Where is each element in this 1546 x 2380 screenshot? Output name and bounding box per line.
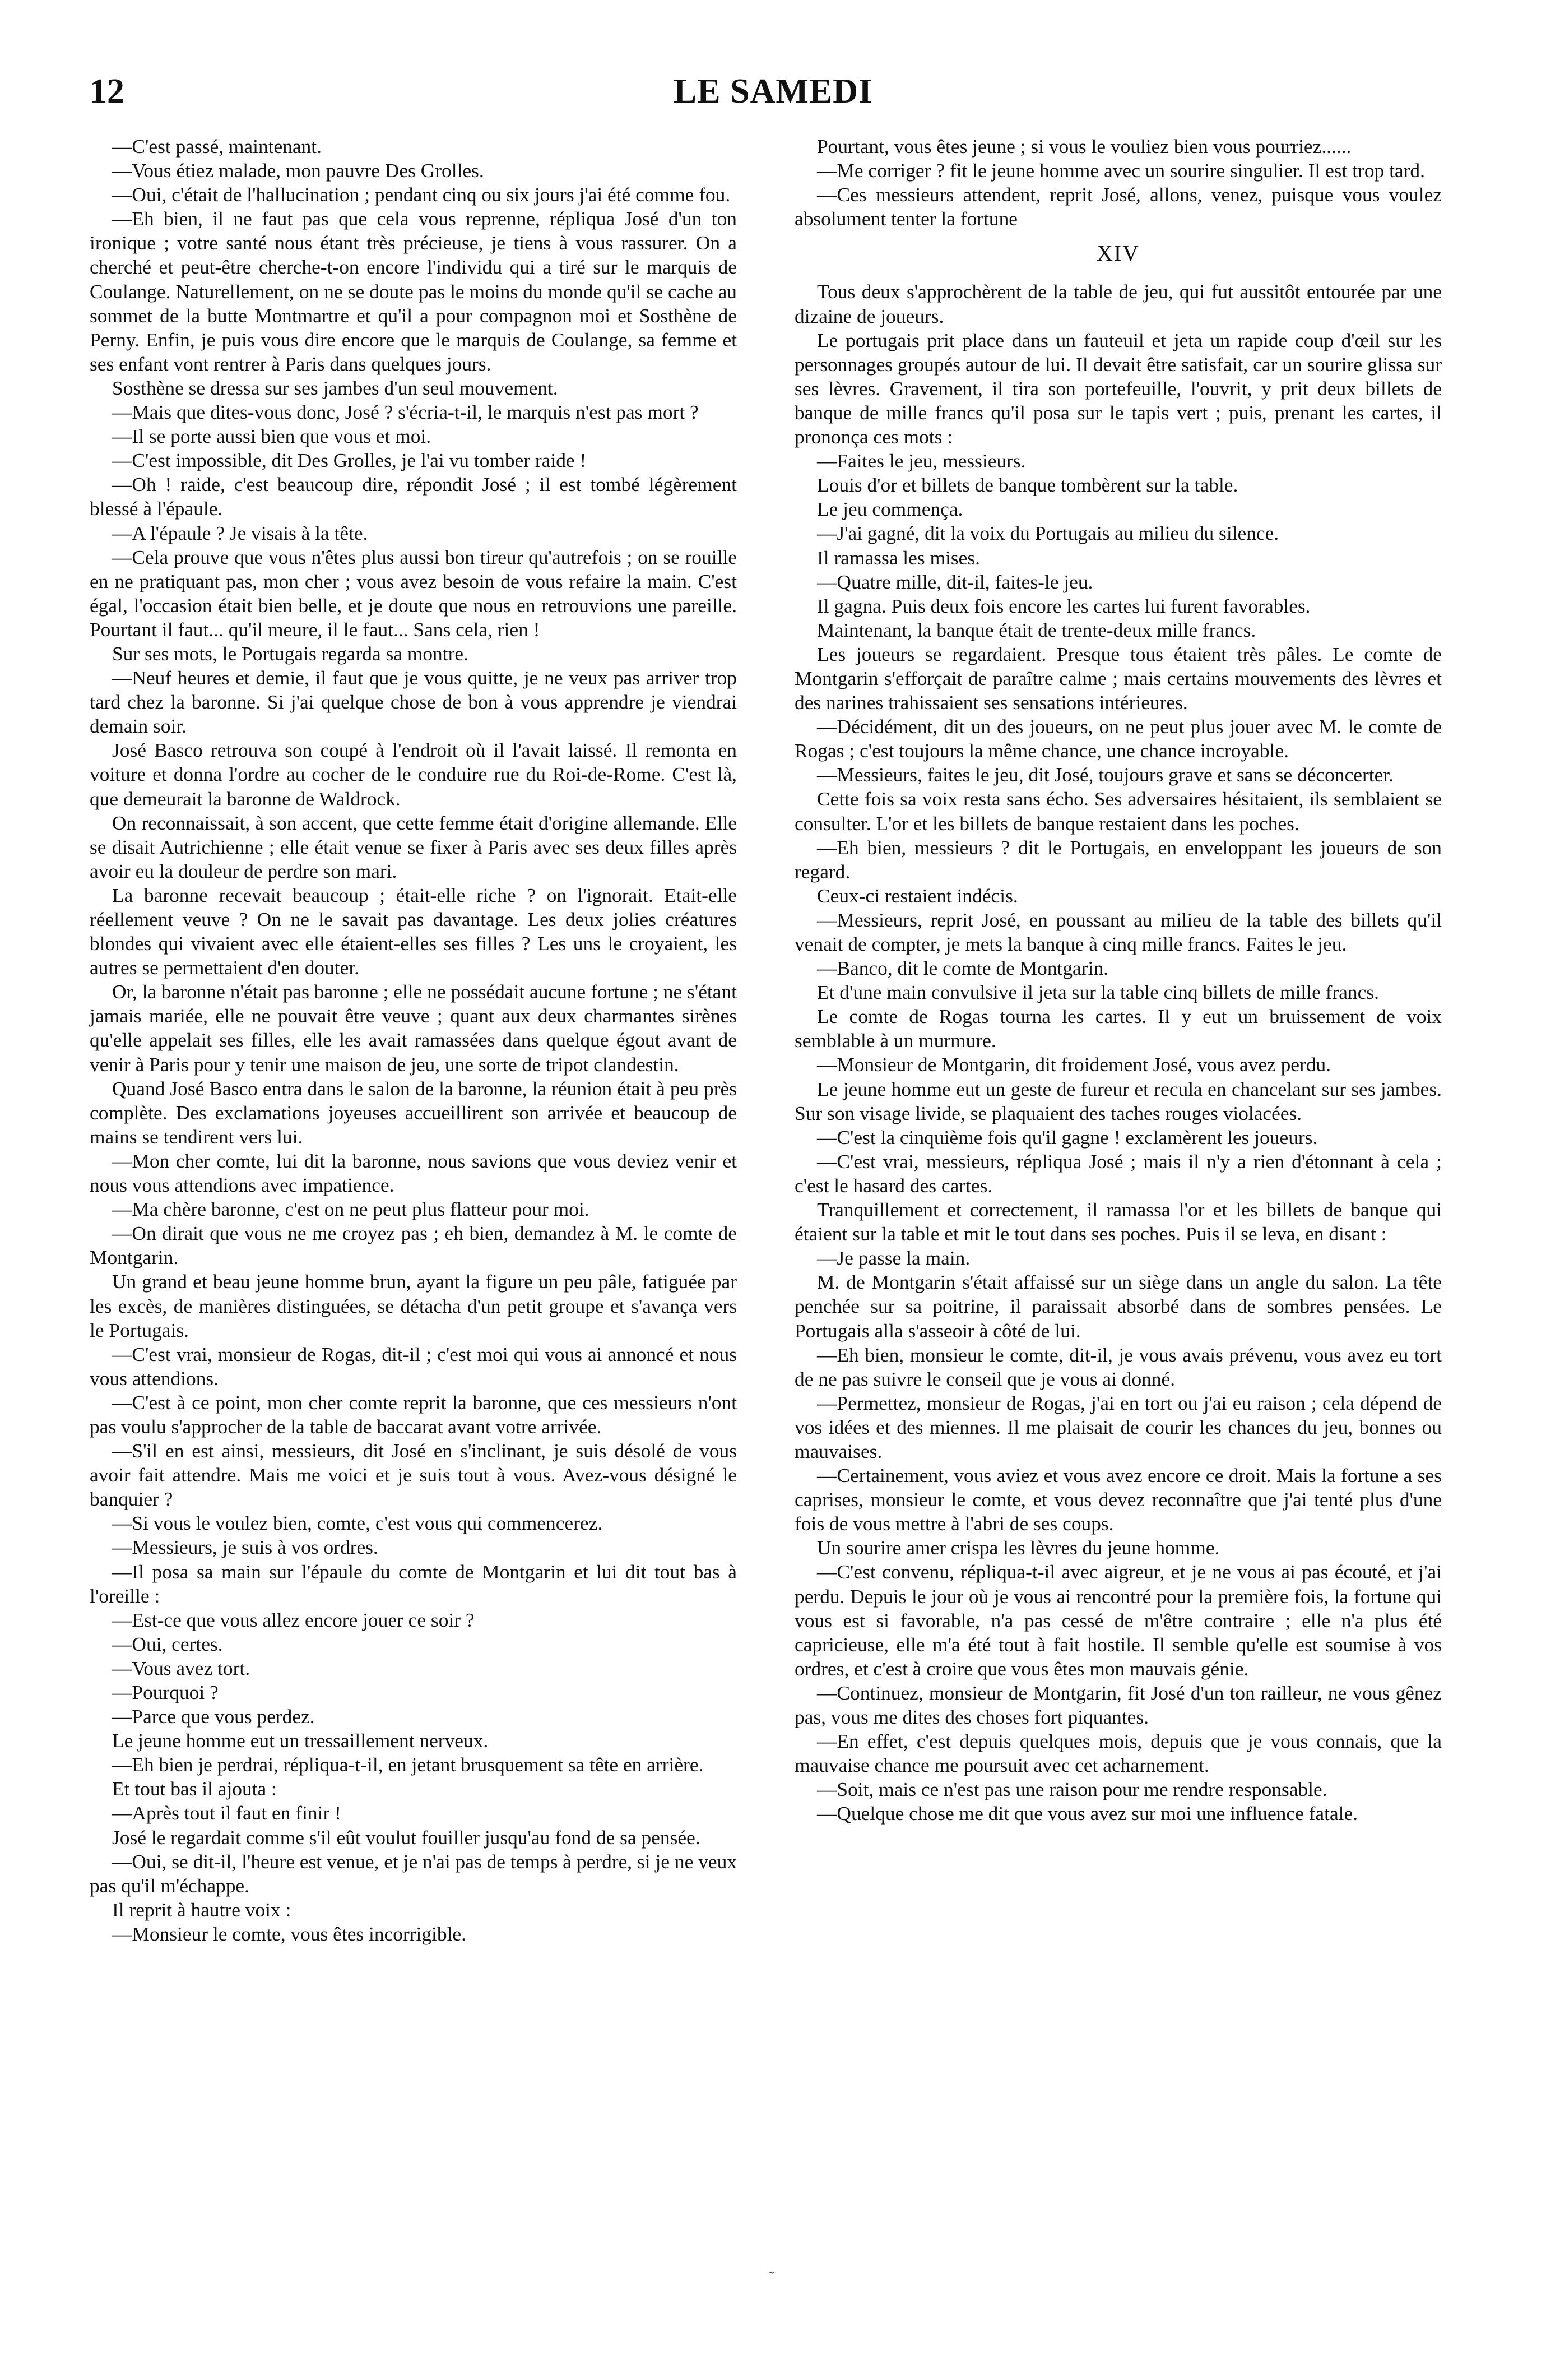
page-header <box>90 72 1456 117</box>
paragraph: —Quatre mille, dit-il, faites-le jeu. <box>817 570 1093 593</box>
paragraph: —Messieurs, reprit José, en poussant au milieu de la table des billets qu'il venait de compter, je mets la banque à cinq mille francs. Faites le jeu. <box>795 908 1442 955</box>
paragraph: Le portugais prit place dans un fauteuil et jeta un rapide coup d'œil sur les personnages groupés autour de lui. Il devait être satisfait, car un sourire glissa sur ses lèvres. Gravement, il tira son portefeuille, l'ouvrit, y prit deux billets de banque de mille francs qu'il posa sur le tapis vert ; puis, prenant les cartes, il prononça ces mots : <box>795 328 1442 448</box>
paragraph: —Si vous le voulez bien, comte, c'est vous qui commencerez. <box>112 1512 603 1535</box>
paragraph: —Messieurs, je suis à vos ordres. <box>112 1536 378 1559</box>
paragraph: Or, la baronne n'était pas baronne ; elle ne possédait aucune fortune ; ne s'étant jamais mariée, elle ne pouvait être veuve ; quant aux deux charmantes sirènes qu'elle appelait ses filles, elle les avait ramassées dans quelque égout avant de venir à Paris pour y tenir une maison de jeu, une sorte de tripot clandestin. <box>90 980 737 1076</box>
paragraph: —A l'épaule ? Je visais à la tête. <box>112 521 368 544</box>
paragraph: On reconnaissait, à son accent, que cette femme était d'origine allemande. Elle se disait Autrichienne ; elle était venue se fixer à Paris avec ses deux filles après avoir eu la douleur de perdre son mari. <box>90 811 737 882</box>
paragraph: —S'il en est ainsi, messieurs, dit José en s'inclinant, je suis désolé de vous avoir fait attendre. Mais me voici et je suis tout à vous. Avez-vous désigné le banquier ? <box>90 1439 737 1511</box>
paragraph: Le jeune homme eut un geste de fureur et recula en chancelant sur ses jambes. Sur son visage livide, se plaquaient des taches rouges violacées. <box>795 1077 1442 1124</box>
paragraph: Maintenant, la banque était de trente-deux mille francs. <box>817 618 1256 641</box>
paragraph: Tous deux s'approchèrent de la table de jeu, qui fut aussitôt entourée par une dizaine de joueurs. <box>795 280 1442 327</box>
paragraph: José Basco retrouva son coupé à l'endroit où il l'avait laissé. Il remonta en voiture et donna l'ordre au cocher de le conduire rue du Roi-de-Rome. C'est là, que demeurait la baronne de Waldrock. <box>90 739 737 810</box>
paragraph: Quand José Basco entra dans le salon de la baronne, la réunion était à peu près complète. Des exclamations joyeuses accueillirent son arrivée et beaucoup de mains se tendirent vers lui. <box>90 1077 737 1148</box>
paragraph: Le comte de Rogas tourna les cartes. Il y eut un bruissement de voix semblable à un murmure. <box>795 1005 1442 1052</box>
paragraph: —C'est vrai, monsieur de Rogas, dit-il ; c'est moi qui vous ai annoncé et nous vous attendions. <box>90 1342 737 1390</box>
paragraph: —Oui, c'était de l'hallucination ; pendant cinq ou six jours j'ai été comme fou. <box>112 183 731 206</box>
paragraph: —Neuf heures et demie, il faut que je vous quitte, je ne veux pas arriver trop tard chez la baronne. Si j'ai quelque chose de bon à vous apprendre je viendrai demain soir. <box>90 666 737 738</box>
paragraph: Il ramassa les mises. <box>817 546 980 569</box>
paragraph: Sur ses mots, le Portugais regarda sa montre. <box>112 642 468 665</box>
paragraph: —Messieurs, faites le jeu, dit José, toujours grave et sans se déconcerter. <box>817 763 1394 786</box>
paragraph: La baronne recevait beaucoup ; était-elle riche ? on l'ignorait. Etait-elle réellement veuve ? On ne le savait pas davantage. Les deux jolies créatures blondes qui vivaient avec elle étaient-elles ses filles ? Les uns le croyaient, les autres se permettaient d'en douter. <box>90 883 737 979</box>
paragraph: Pourtant, vous êtes jeune ; si vous le vouliez bien vous pourriez...... <box>817 135 1352 158</box>
paragraph: Les joueurs se regardaient. Presque tous étaient très pâles. Le comte de Montgarin s'efforçait de paraître calme ; mais certains mouvements des lèvres et des narines trahissaient ses sensations intérieures. <box>795 642 1442 714</box>
paragraph: Le jeune homme eut un tressaillement nerveux. <box>112 1729 489 1752</box>
paragraph: —Cela prouve que vous n'êtes plus aussi bon tireur qu'autrefois ; on se rouille en ne pratiquant pas, mon cher ; vous avez besoin de vous refaire la main. C'est égal, l'occasion était bien belle, et je doute que nous en retrouvions une pareille. Pourtant il faut... qu'il meure, il le faut... Sans cela, rien ! <box>90 545 737 641</box>
running-title: LE SAMEDI <box>673 72 873 110</box>
paragraph: M. de Montgarin s'était affaissé sur un siège dans un angle du salon. La tête penchée sur sa poitrine, il paraissait absorbé dans de sombres pensées. Le Portugais alla s'asseoir à côté de lui. <box>795 1271 1442 1342</box>
paragraph: Et tout bas il ajouta : <box>112 1777 277 1800</box>
paragraph: Il gagna. Puis deux fois encore les cartes lui furent favorables. <box>817 594 1311 617</box>
paragraph: Le jeu commença. <box>817 498 963 521</box>
paragraph: —Certainement, vous aviez et vous avez encore ce droit. Mais la fortune a ses caprises, monsieur le comte, et vous devez reconnaître que j'ai tenté plus d'une fois de vous mettre à l'abri de ses coups. <box>795 1464 1442 1535</box>
paragraph: —Permettez, monsieur de Rogas, j'ai en tort ou j'ai eu raison ; cela dépend de vos idées et des miennes. Il me plaisait de courir les chances du jeu, bonnes ou mauvaises. <box>795 1391 1442 1462</box>
paragraph: —Il se porte aussi bien que vous et moi. <box>112 425 431 448</box>
right-column-top <box>795 135 1442 231</box>
paragraph: —Est-ce que vous allez encore jouer ce soir ? <box>112 1608 475 1631</box>
paragraph: —Eh bien je perdrai, répliqua-t-il, en jetant brusquement sa tête en arrière. <box>112 1753 704 1776</box>
page-number: 12 <box>90 72 124 110</box>
paragraph: —Vous avez tort. <box>112 1656 250 1679</box>
paragraph: Sosthène se dressa sur ses jambes d'un seul mouvement. <box>112 376 558 399</box>
paragraph: —J'ai gagné, dit la voix du Portugais au milieu du silence. <box>817 522 1279 545</box>
paragraph: —Eh bien, monsieur le comte, dit-il, je vous avais prévenu, vous avez eu tort de ne pas suivre le conseil que je vous ai donné. <box>795 1343 1442 1390</box>
paragraph: —Il posa sa main sur l'épaule du comte de Montgarin et lui dit tout bas à l'oreille : <box>90 1560 737 1607</box>
paragraph: —Je passe la main. <box>817 1247 971 1270</box>
paragraph: —C'est la cinquième fois qu'il gagne ! exclamèrent les joueurs. <box>817 1126 1318 1149</box>
paragraph: —Eh bien, messieurs ? dit le Portugais, en enveloppant les joueurs de son regard. <box>795 836 1442 883</box>
paragraph: —C'est impossible, dit Des Grolles, je l'ai vu tomber raide ! <box>112 449 587 472</box>
paragraph: —Oui, se dit-il, l'heure est venue, et je n'ai pas de temps à perdre, si je ne veux pas qu'il m'échappe. <box>90 1850 737 1897</box>
paragraph: —Banco, dit le comte de Montgarin. <box>817 957 1108 980</box>
paragraph: —Ces messieurs attendent, reprit José, allons, venez, puisque vous voulez absolument tenter la fortune <box>795 183 1442 230</box>
paragraph: —En effet, c'est depuis quelques mois, depuis que je vous connais, que la mauvaise chance me poursuit avec cet acharnement. <box>795 1730 1442 1777</box>
paragraph: Il reprit à hautre voix : <box>112 1898 291 1921</box>
paragraph: —Me corriger ? fit le jeune homme avec un sourire singulier. Il est trop tard. <box>817 159 1425 182</box>
paragraph: Un grand et beau jeune homme brun, ayant la figure un peu pâle, fatiguée par les excès, de manières distinguées, se détacha d'un petit groupe et s'avança vers le Portugais. <box>90 1270 737 1341</box>
paragraph: —Quelque chose me dit que vous avez sur moi une influence fatale. <box>817 1802 1358 1825</box>
paragraph: —Eh bien, il ne faut pas que cela vous reprenne, répliqua José d'un ton ironique ; votre santé nous étant très précieuse, je tiens à vous rassurer. On a cherché et peut-être cherche-t-on encore l'individu qui a tiré sur le marquis de Coulange. Naturellement, on ne se doute pas le moins du monde qu'il se cache au sommet de la butte Montmartre et qu'il a pour compagnon moi et Sosthène de Perny. Enfin, je puis vous dire encore que le marquis de Coulange, sa femme et ses enfant vont rentrer à Paris dans quelques jours. <box>90 207 737 375</box>
paragraph: —Pourquoi ? <box>112 1681 219 1703</box>
paragraph: —C'est convenu, répliqua-t-il avec aigreur, et je ne vous ai pas écouté, et j'ai perdu. Depuis le jour où je vous ai rencontré pour la première fois, la fortune qui vous est si favorable, n'a pas cessé de m'être contraire ; elle n'a plus été capricieuse, elle m'a été tout à fait hostile. Il semble qu'elle est soumise à vos ordres, et c'est à croire que vous êtes mon mauvais génie. <box>795 1561 1442 1680</box>
paragraph: —C'est passé, maintenant. <box>112 135 322 158</box>
paragraph: —C'est à ce point, mon cher comte reprit la baronne, que ces messieurs n'ont pas voulu s'approcher de la table de baccarat avant votre arrivée. <box>90 1391 737 1438</box>
paragraph: —Oui, certes. <box>112 1632 223 1655</box>
paragraph: Ceux-ci restaient indécis. <box>817 884 1018 907</box>
paragraph: —Mon cher comte, lui dit la baronne, nous savions que vous deviez venir et nous vous attendions avec impatience. <box>90 1149 737 1197</box>
paragraph: —On dirait que vous ne me croyez pas ; eh bien, demandez à M. le comte de Montgarin. <box>90 1222 737 1269</box>
paragraph: —Soit, mais ce n'est pas une raison pour me rendre responsable. <box>817 1778 1327 1801</box>
footer-mark: ˜ <box>769 2269 774 2286</box>
paragraph: Un sourire amer crispa les lèvres du jeune homme. <box>817 1536 1220 1559</box>
paragraph: —Monsieur de Montgarin, dit froidement José, vous avez perdu. <box>817 1053 1331 1076</box>
paragraph: —Décidément, dit un des joueurs, on ne peut plus jouer avec M. le comte de Rogas ; c'est toujours la même chance, une chance incroyable. <box>795 715 1442 762</box>
paragraph: Louis d'or et billets de banque tombèrent sur la table. <box>817 474 1238 497</box>
paragraph: —Oh ! raide, c'est beaucoup dire, répondit José ; il est tombé légèrement blessé à l'épaule. <box>90 473 737 520</box>
paragraph: —Continuez, monsieur de Montgarin, fit José d'un ton railleur, ne vous gênez pas, vous me dites des choses fort piquantes. <box>795 1681 1442 1728</box>
paragraph: Et d'une main convulsive il jeta sur la table cinq billets de mille francs. <box>817 981 1379 1004</box>
paragraph: —Après tout il faut en finir ! <box>112 1802 341 1825</box>
paragraph: Cette fois sa voix resta sans écho. Ses adversaires hésitaient, ils semblaient se consulter. L'or et les billets de banque restaient dans les poches. <box>795 788 1442 835</box>
paragraph: —Monsieur le comte, vous êtes incorrigible. <box>112 1922 466 1945</box>
paragraph: —Faites le jeu, messieurs. <box>817 450 1026 473</box>
chapter-heading: XIV <box>1096 240 1140 266</box>
left-column <box>90 135 737 1946</box>
right-column <box>795 135 1442 1826</box>
paragraph: Tranquillement et correctement, il ramassa l'or et les billets de banque qui étaient sur la table et mit le tout dans ses poches. Puis il se leva, en disant : <box>795 1198 1442 1245</box>
paragraph: —C'est vrai, messieurs, répliqua José ; mais il n'y a rien d'étonnant à cela ; c'est le hasard des cartes. <box>795 1150 1442 1197</box>
paragraph: —Mais que dites-vous donc, José ? s'écria-t-il, le marquis n'est pas mort ? <box>112 401 699 424</box>
right-column-bottom <box>795 280 1442 1826</box>
paragraph: —Vous étiez malade, mon pauvre Des Grolles. <box>112 159 484 182</box>
paragraph: —Parce que vous perdez. <box>112 1705 315 1728</box>
paragraph: —Ma chère baronne, c'est on ne peut plus flatteur pour moi. <box>112 1198 589 1221</box>
paragraph: José le regardait comme s'il eût voulut fouiller jusqu'au fond de sa pensée. <box>112 1826 700 1849</box>
